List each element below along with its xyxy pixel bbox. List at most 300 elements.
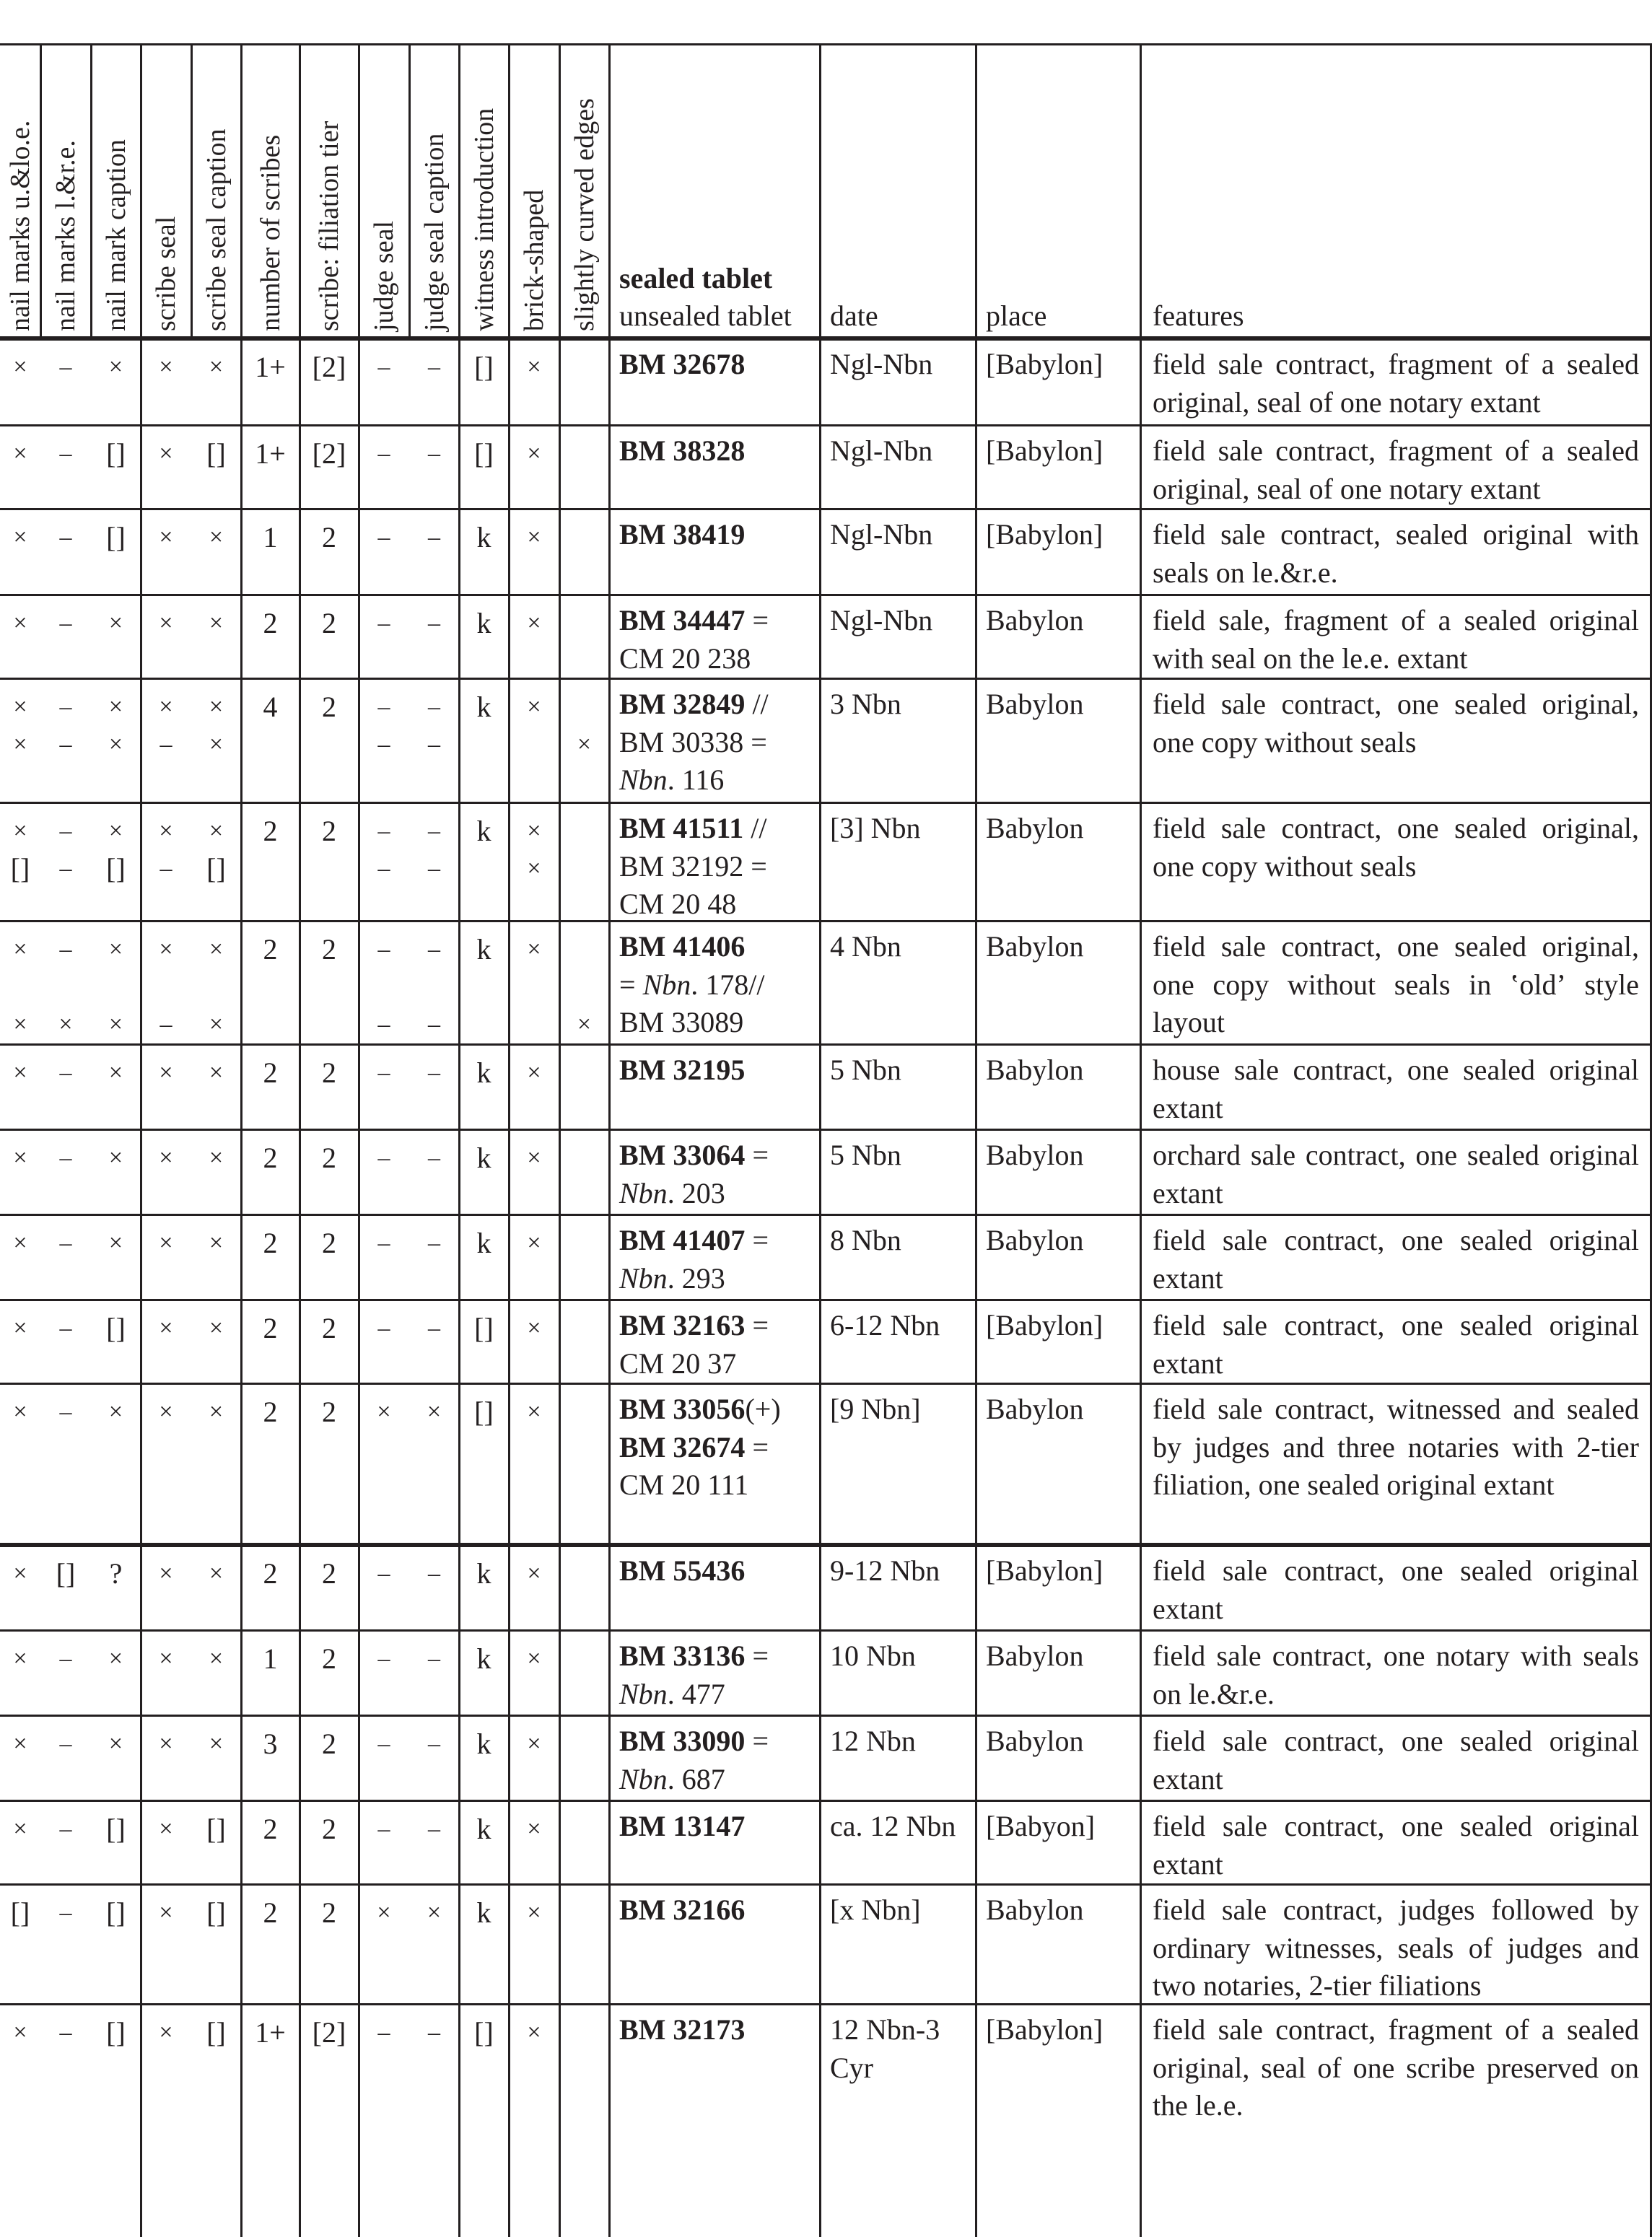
body-column-divider [608,1545,611,1630]
cell-judge_seal: – [377,524,390,551]
cell-nail_lre: – [59,1816,72,1842]
cell-nail_ule: × [13,693,27,720]
cell-num_scribes: 2 [263,1396,278,1428]
cell-witness_intro: k [476,1227,491,1259]
tablet-id-part: . 293 [667,1261,725,1295]
cell-scribe_seal_caption: [] [206,1813,226,1845]
cell-tablet [619,2011,814,2049]
cell-scribe_seal: × [159,524,173,551]
body-column-divider [240,1545,242,1630]
body-column-divider [358,425,360,509]
unsealed-tablet-label: unsealed tablet [619,299,792,332]
cell-tablet [619,1637,814,1713]
column-header-scribe_seal_caption: scribe seal caption [201,128,232,331]
tablet-id-part: = [745,1139,769,1171]
tablet-id-part: // [745,688,769,720]
cell-nail_lre: – [59,1645,72,1672]
cell-filiation_tier: 2 [322,1312,336,1344]
cell-witness_intro: [] [474,2016,494,2049]
tablet-id-part: Nbn [619,1677,668,1710]
cell-brick_shaped: × [527,1059,541,1086]
cell-features: field sale contract, fragment of a sealed original, seal of one notary extant [1153,434,1639,505]
cell-scribe_seal_caption: [] [206,437,226,470]
body-column-divider [299,1300,301,1383]
cell-nail_caption: × [108,1011,123,1038]
body-column-divider [559,1300,561,1383]
body-column-divider [1140,509,1142,595]
cell-num_scribes: 4 [263,691,278,723]
cell-scribe_seal: × [159,1645,173,1672]
tablet-id-part: BM 41406 [619,930,746,963]
body-column-divider [508,678,510,802]
cell-nail_lre: – [59,693,72,720]
body-column-divider [508,802,510,921]
body-column-divider [608,2004,611,2237]
cell-nail_ule: × [13,1560,27,1587]
column-header-num_scribes: number of scribes [255,134,286,331]
body-column-divider [358,1129,360,1214]
body-column-divider [608,921,611,1044]
cell-date: 6-12 Nbn [830,1309,940,1341]
cell-date: 8 Nbn [830,1224,901,1256]
cell-brick_shaped: × [527,1398,541,1425]
cell-filiation_tier: 2 [322,1056,336,1089]
body-column-divider [458,509,460,595]
cell-filiation_tier: 2 [322,1227,336,1259]
body-column-divider [508,1214,510,1300]
cell-witness_intro: [] [474,437,494,470]
body-column-divider [559,1884,561,2004]
body-column-divider [608,1044,611,1129]
column-header-judge_seal_caption: judge seal caption [419,133,450,331]
column-header-date: date [830,299,878,332]
cell-witness_intro: k [476,933,491,966]
body-column-divider [508,1800,510,1884]
cell-scribe_seal_caption: × [209,1011,224,1038]
cell-tablet [619,432,814,470]
cell-nail_caption: [] [106,437,126,470]
body-column-divider [508,921,510,1044]
cell-scribe_seal: × [159,1730,173,1757]
body-column-divider [508,425,510,509]
body-column-divider [240,595,242,678]
cell-scribe_seal_caption: × [209,354,224,380]
cell-place: Babylon [986,604,1084,636]
header-column-divider [819,43,821,338]
tablet-id-part: BM 30338 = [619,725,767,758]
cell-nail_ule: × [13,1645,27,1672]
body-column-divider [458,1800,460,1884]
cell-place: [Babylon] [986,2013,1103,2046]
body-column-divider [975,1545,977,1630]
cell-filiation_tier: 2 [322,815,336,847]
tablet-id-part: . 203 [667,1176,725,1209]
cell-nail_ule: × [13,731,27,758]
cell-judge_seal_caption: – [428,440,440,467]
body-column-divider [299,338,301,425]
body-column-divider [975,1630,977,1715]
cell-nail_lre: – [59,1899,72,1926]
cell-place: Babylon [986,1640,1084,1672]
cell-filiation_tier: 2 [322,691,336,723]
cell-witness_intro: k [476,1728,491,1760]
cell-nail_lre: – [59,440,72,467]
cell-nail_caption: × [108,693,123,720]
cell-nail_ule: × [13,936,27,963]
body-column-divider [608,1129,611,1214]
body-column-divider [508,1630,510,1715]
cell-nail_ule: × [13,524,27,551]
body-column-divider [975,802,977,921]
body-column-divider [819,1800,821,1884]
cell-brick_shaped: × [527,1560,541,1587]
row-divider [0,424,1652,426]
cell-tablet [619,1307,814,1383]
tablet-id-part: BM 32674 [619,1430,746,1463]
cell-nail_caption: × [108,731,123,758]
tablet-id-part: BM 13147 [619,1810,746,1842]
cell-nail_caption: × [108,1230,123,1256]
body-column-divider [140,1300,142,1383]
cell-nail_caption: [] [106,1813,126,1845]
body-column-divider [140,678,142,802]
cell-brick_shaped: × [527,354,541,380]
body-column-divider [508,1545,510,1630]
cell-judge_seal: – [377,818,390,844]
body-column-divider [358,2004,360,2237]
cell-nail_lre: × [58,1011,73,1038]
tablet-id-part: BM 32849 [619,688,746,720]
cell-nail_ule: × [13,1144,27,1171]
body-column-divider [358,509,360,595]
cell-nail_ule: × [13,818,27,844]
body-column-divider [140,1800,142,1884]
body-column-divider [358,802,360,921]
column-header-brick_shaped: brick-shaped [519,189,549,331]
cell-filiation_tier: 2 [322,1142,336,1174]
body-column-divider [299,1383,301,1545]
cell-brick_shaped: × [527,1230,541,1256]
cell-place: Babylon [986,688,1084,720]
body-column-divider [240,678,242,802]
body-column-divider [975,2004,977,2237]
body-column-divider [358,921,360,1044]
body-column-divider [975,678,977,802]
cell-tablet [619,1891,814,1930]
column-header-curved_edges: slightly curved edges [569,98,600,331]
row-divider [0,1129,1652,1131]
body-column-divider [608,1800,611,1884]
body-column-divider [1140,802,1142,921]
row-divider [0,1383,1652,1385]
tablet-id-part: BM 32173 [619,2013,746,2046]
tablet-id-part: BM 38419 [619,518,746,551]
cell-scribe_seal: × [159,354,173,380]
body-column-divider [975,338,977,425]
body-column-divider [299,1800,301,1884]
cell-tablet [619,1808,814,1846]
header-column-divider [140,43,142,338]
body-column-divider [140,1129,142,1214]
cell-scribe_seal: × [159,1059,173,1086]
cell-judge_seal_caption: – [428,1645,440,1672]
tablet-id-part: BM 38328 [619,434,746,467]
tablet-id-part: Nbn [619,1261,668,1295]
tablet-id-part: = [619,968,643,1001]
tablet-id-part: BM 33056 [619,1393,746,1425]
header-column-divider [191,43,193,338]
body-column-divider [608,1214,611,1300]
body-column-divider [299,1715,301,1800]
cell-witness_intro: [] [474,1396,494,1428]
cell-tablet [619,1222,814,1297]
cell-judge_seal: – [377,1230,390,1256]
cell-place: [Babylon] [986,348,1103,380]
body-column-divider [819,1884,821,2004]
cell-filiation_tier: 2 [322,1896,336,1929]
cell-nail_caption: × [108,610,123,636]
body-column-divider [1140,1129,1142,1214]
cell-nail_ule: [] [10,852,30,885]
row-divider [0,678,1652,680]
tablet-id-part: = [745,1430,769,1463]
body-column-divider [299,1044,301,1129]
tablet-id-part: Nbn [642,968,691,1001]
cell-date: 12 Nbn-3 Cyr [830,2013,940,2084]
cell-judge_seal_caption: – [428,1059,440,1086]
tablet-id-part: CM 20 111 [619,1468,749,1501]
cell-scribe_seal: × [159,693,173,720]
body-column-divider [975,425,977,509]
body-column-divider [240,1715,242,1800]
tablet-id-part: . 178// [691,968,765,1001]
cell-date: [x Nbn] [830,1894,921,1926]
cell-nail_lre: – [59,1144,72,1171]
cell-nail_caption: × [108,818,123,844]
row-divider [0,508,1652,510]
cell-brick_shaped: × [527,1144,541,1171]
body-column-divider [608,1884,611,2004]
body-column-divider [508,595,510,678]
body-column-divider [1140,2004,1142,2237]
cell-witness_intro: k [476,1056,491,1089]
body-column-divider [458,1630,460,1715]
body-column-divider [559,678,561,802]
body-column-divider [508,338,510,425]
body-column-divider [140,1044,142,1129]
body-column-divider [819,595,821,678]
tablet-id-part: BM 32163 [619,1309,746,1341]
header-column-divider [1140,43,1142,338]
cell-filiation_tier: 2 [322,521,336,553]
body-column-divider [559,1800,561,1884]
cell-tablet [619,602,814,678]
body-column-divider [358,1884,360,2004]
body-column-divider [608,1300,611,1383]
body-column-divider [559,1715,561,1800]
tablet-id-part: . 687 [667,1762,725,1795]
cell-filiation_tier: 2 [322,607,336,639]
cell-brick_shaped: × [527,855,541,882]
body-column-divider [975,921,977,1044]
body-column-divider [1140,1545,1142,1630]
cell-scribe_seal: – [159,731,172,758]
header-column-divider [559,43,561,338]
tablet-id-part: BM 32678 [619,348,746,380]
cell-nail_caption: × [108,1645,123,1672]
body-column-divider [1140,1300,1142,1383]
tablet-id-part: CM 20 37 [619,1347,737,1380]
cell-num_scribes: 1 [263,521,278,553]
row-divider [0,1800,1652,1802]
cell-tablet [619,516,814,554]
cell-brick_shaped: × [527,1645,541,1672]
cell-tablet [619,686,814,800]
body-column-divider [240,509,242,595]
cell-date: 12 Nbn [830,1725,916,1757]
tablet-id-part: . 477 [667,1677,725,1710]
cell-date: ca. 12 Nbn [830,1810,956,1842]
tablet-id-part: BM 41407 [619,1224,746,1256]
tablet-id-part: BM 32166 [619,1894,746,1926]
cell-scribe_seal: – [159,855,172,882]
cell-nail_ule: × [13,440,27,467]
body-column-divider [358,1044,360,1129]
tablet-id-part: CM 20 238 [619,642,751,675]
cell-judge_seal_caption: × [427,1398,442,1425]
cell-nail_caption: ? [109,1557,123,1590]
body-column-divider [299,595,301,678]
cell-witness_intro: k [476,1142,491,1174]
body-column-divider [299,1545,301,1630]
cell-nail_lre: – [59,1230,72,1256]
body-column-divider [508,1044,510,1129]
body-column-divider [458,921,460,1044]
body-column-divider [819,1214,821,1300]
cell-scribe_seal_caption: × [209,731,224,758]
cell-brick_shaped: × [527,693,541,720]
body-column-divider [140,921,142,1044]
cell-nail_caption: [] [106,1312,126,1344]
cell-nail_ule: × [13,1398,27,1425]
tablet-id-part: Nbn [619,1176,668,1209]
cell-judge_seal: – [377,1560,390,1587]
body-column-divider [240,1300,242,1383]
cell-judge_seal_caption: – [428,1230,440,1256]
body-column-divider [140,1383,142,1545]
body-column-divider [358,1715,360,1800]
cell-date: Ngl-Nbn [830,604,933,636]
tablet-id-part: BM 33089 [619,1006,744,1038]
header-column-divider [458,43,460,338]
cell-curved_edges: × [577,1011,592,1038]
body-column-divider [140,338,142,425]
cell-judge_seal_caption: – [428,818,440,844]
row-divider [0,1883,1652,1886]
cell-scribe_seal: × [159,1816,173,1842]
header-column-divider [408,43,411,338]
body-column-divider [358,1545,360,1630]
cell-num_scribes: 2 [263,933,278,966]
cell-nail_ule: × [13,2019,27,2046]
cell-brick_shaped: × [527,524,541,551]
cell-features: field sale contract, one sealed original extant [1153,1810,1639,1881]
cell-date: 3 Nbn [830,688,901,720]
body-column-divider [458,595,460,678]
body-column-divider [358,678,360,802]
cell-nail_ule: × [13,1730,27,1757]
cell-witness_intro: k [476,815,491,847]
tablet-id-part: = [745,1640,769,1672]
cell-place: Babylon [986,1054,1084,1086]
cell-tablet [619,810,814,924]
body-column-divider [608,802,611,921]
cell-brick_shaped: × [527,1816,541,1842]
body-column-divider [1140,1884,1142,2004]
body-column-divider [299,678,301,802]
cell-tablet [619,1552,814,1590]
cell-features: field sale contract, one sealed original, one copy without seals in ʽoldʼ style layout [1153,930,1639,1038]
column-header-nail_lre: nail marks l.&r.e. [51,140,81,331]
cell-nail_lre: – [59,1398,72,1425]
body-column-divider [819,802,821,921]
row-divider [0,1043,1652,1046]
cell-scribe_seal_caption: × [209,1144,224,1171]
cell-judge_seal_caption: – [428,936,440,963]
cell-nail_lre: – [59,2019,72,2046]
cell-features: field sale contract, fragment of a sealed original, seal of one notary extant [1153,348,1639,419]
cell-judge_seal_caption: – [428,1144,440,1171]
cell-num_scribes: 1+ [255,2016,286,2049]
cell-nail_ule: × [13,1230,27,1256]
cell-nail_caption: [] [106,852,126,885]
cell-tablet [619,1137,814,1212]
cell-judge_seal: – [377,693,390,720]
cell-judge_seal: – [377,1011,390,1038]
body-column-divider [559,1129,561,1214]
cell-nail_lre: – [59,818,72,844]
cell-filiation_tier: 2 [322,933,336,966]
body-column-divider [458,1300,460,1383]
body-column-divider [240,425,242,509]
cell-scribe_seal_caption: × [209,1398,224,1425]
column-header-nail_caption: nail mark caption [100,139,131,331]
row-divider [0,1543,1652,1547]
body-column-divider [819,678,821,802]
body-column-divider [458,1044,460,1129]
body-column-divider [140,1545,142,1630]
cell-witness_intro: k [476,691,491,723]
row-divider [0,594,1652,596]
cell-nail_lre: – [59,936,72,963]
cell-judge_seal: × [377,1899,391,1926]
cell-num_scribes: 3 [263,1728,278,1760]
cell-place: Babylon [986,930,1084,963]
body-column-divider [140,1214,142,1300]
header-column-divider [608,43,611,338]
column-header-scribe_seal: scribe seal [151,216,181,331]
cell-filiation_tier: 2 [322,1557,336,1590]
body-column-divider [358,1630,360,1715]
cell-features: field sale contract, witnessed and sealed by judges and three notaries with 2-tier filiation, one sealed original extant [1153,1393,1639,1501]
cell-tablet [619,1391,814,1505]
cell-judge_seal: – [377,731,390,758]
tablet-id-part: BM 33136 [619,1640,746,1672]
cell-nail_caption: [] [106,2016,126,2049]
body-column-divider [608,1715,611,1800]
cell-tablet [619,1722,814,1798]
cell-place: Babylon [986,1725,1084,1757]
